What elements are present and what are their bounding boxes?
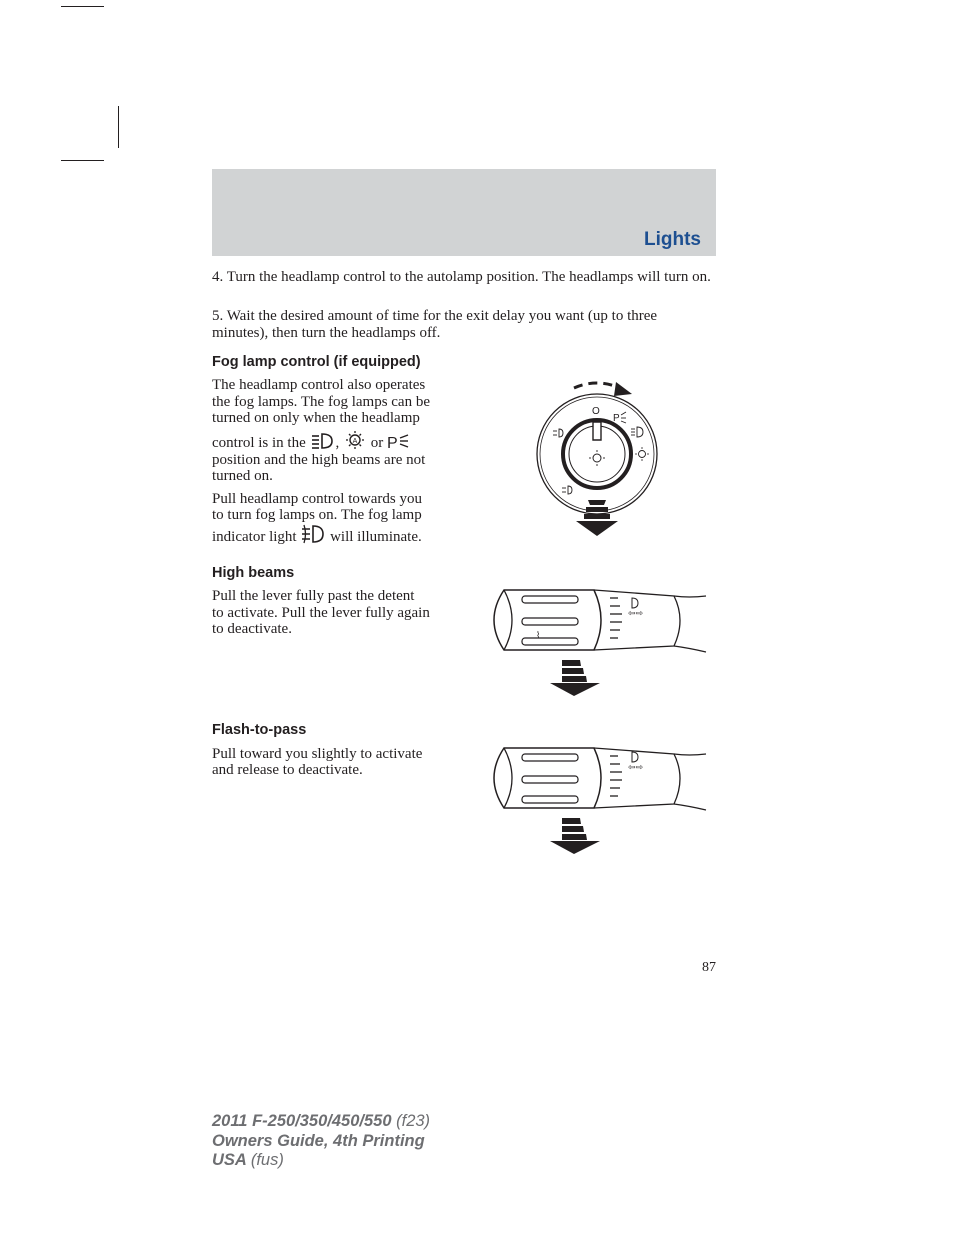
- step-5-text: 5. Wait the desired amount of time for the exit delay you want (up to three minutes), then turn the headlamps off.: [212, 308, 658, 341]
- high-beams-line-2: to activate. Pull the lever fully again: [212, 605, 430, 621]
- step-4-text: 4. Turn the headlamp control to the autolamp position. The headlamps will turn on.: [212, 269, 711, 285]
- footer-model-code: (f23): [396, 1112, 431, 1130]
- fog-p1-control-text: control is in the: [212, 435, 306, 451]
- fog-p2-line-1: Pull headlamp control towards you: [212, 491, 422, 507]
- footer-line-1: [212, 1112, 430, 1132]
- svg-text:⇦⇨: ⇦⇨: [628, 763, 644, 773]
- footer-market-code: (fus): [250, 1151, 284, 1169]
- footer-line-2: Owners Guide, 4th Printing: [212, 1131, 425, 1150]
- page-number: 87: [702, 960, 716, 975]
- footer-model: 2011 F-250/350/450/550: [212, 1112, 392, 1130]
- svg-text:P: P: [387, 435, 398, 450]
- fog-p2-line-2: to turn fog lamps on. The fog lamp: [212, 507, 422, 523]
- footer-line-3: [212, 1151, 430, 1171]
- section-title: Lights: [644, 229, 701, 250]
- autolamp-icon: [343, 430, 367, 455]
- fog-p1-comma: ,: [335, 435, 340, 451]
- flash-line-1: Pull toward you slightly to activate: [212, 746, 423, 762]
- section-header-band: [212, 169, 716, 256]
- svg-text:⌇: ⌇: [536, 631, 541, 641]
- flash-line-2: and release to deactivate.: [212, 762, 363, 778]
- dial-label-park: P: [613, 413, 620, 424]
- pull-arrow-icon: [576, 500, 618, 536]
- fog-lamp-heading: Fog lamp control (if equipped): [212, 354, 421, 370]
- flash-to-pass-heading: Flash-to-pass: [212, 722, 307, 738]
- fog-p1-line-4: [212, 430, 409, 455]
- high-beams-lever-figure: [484, 586, 708, 703]
- fog-p2-line-3: [212, 524, 422, 549]
- fog-p1-or: or: [370, 435, 384, 451]
- fog-p1-line-1: The headlamp control also operates: [212, 377, 426, 393]
- fog-p2-end-text: will illuminate.: [330, 529, 422, 545]
- svg-text:⇦⇨: ⇦⇨: [628, 609, 644, 619]
- high-beams-line-3: to deactivate.: [212, 621, 292, 637]
- pull-arrow-icon: [550, 818, 600, 854]
- headlamp-dial-figure: [532, 378, 662, 545]
- crop-mark-vertical: [118, 106, 119, 148]
- pull-arrow-icon: [550, 660, 600, 696]
- fog-p1-line-3: turned on only when the headlamp: [212, 410, 420, 426]
- fog-p1-line-5: position and the high beams are not: [212, 452, 426, 468]
- dial-label-off: O: [592, 406, 600, 417]
- high-beams-line-1: Pull the lever fully past the detent: [212, 588, 415, 604]
- footer-market: USA: [212, 1151, 247, 1169]
- document-footer: [212, 1112, 430, 1171]
- fog-lamp-icon: [300, 524, 326, 549]
- crop-mark-bottom: [61, 160, 104, 161]
- fog-p1-line-6: turned on.: [212, 468, 273, 484]
- fog-p1-line-2: the fog lamps. The fog lamps can be: [212, 394, 430, 410]
- high-beams-heading: High beams: [212, 565, 295, 581]
- crop-mark-top: [61, 6, 104, 7]
- flash-to-pass-lever-figure: [484, 744, 708, 861]
- fog-p2-indicator-text: indicator light: [212, 529, 297, 545]
- svg-text:A: A: [352, 438, 358, 445]
